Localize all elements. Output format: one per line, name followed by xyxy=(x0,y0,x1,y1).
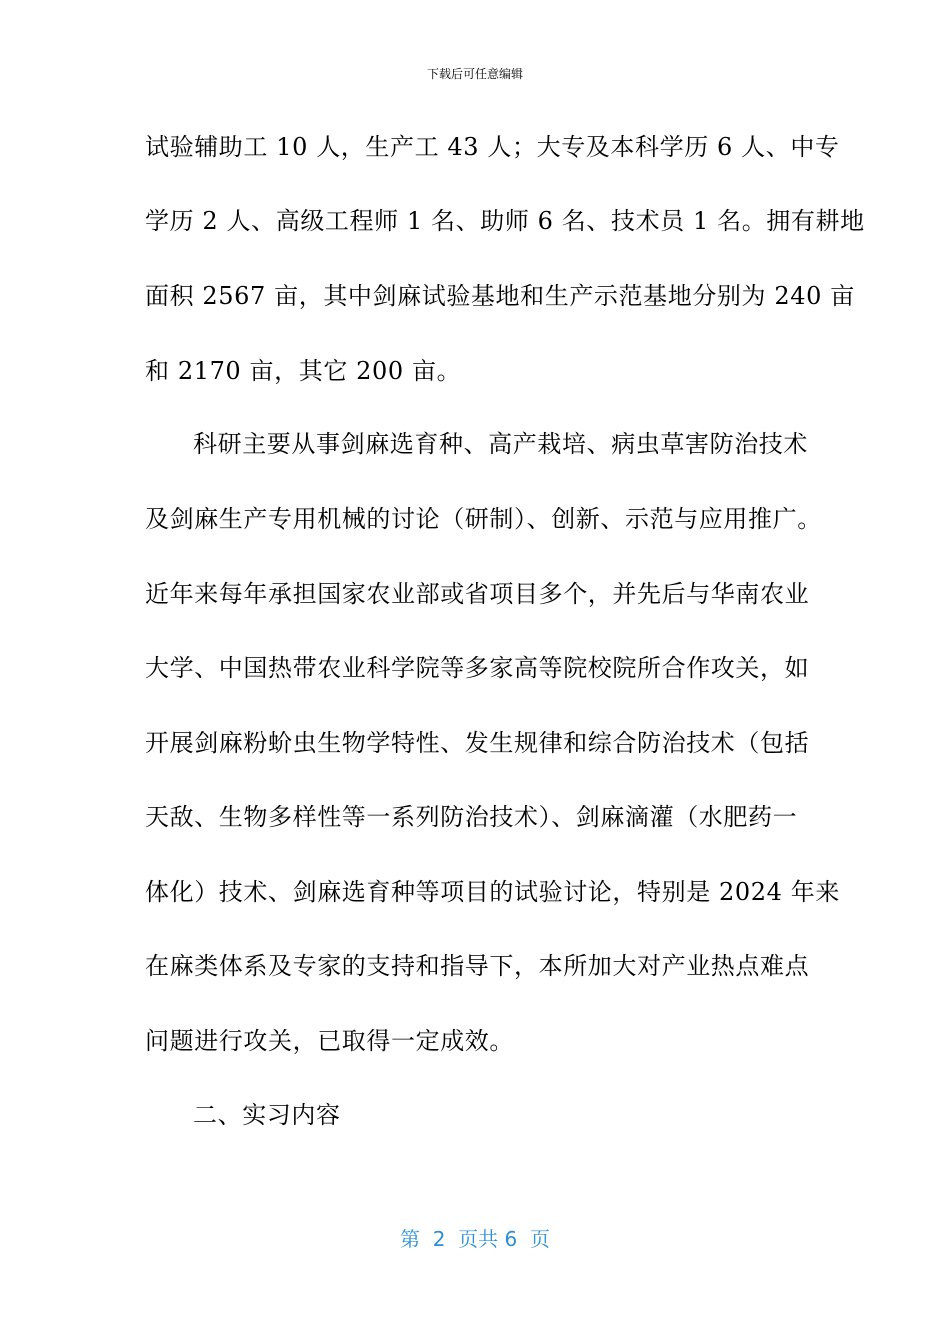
body-line-4: 和 2170 亩，其它 200 亩。 xyxy=(145,357,462,385)
body-line-5: 科研主要从事剑麻选育种、高产栽培、病虫草害防治技术 xyxy=(193,430,808,458)
body-line-8: 大学、中国热带农业科学院等多家高等院校院所合作攻关，如 xyxy=(145,654,810,682)
page-header: 下载后可任意编辑 xyxy=(426,67,523,81)
body-line-13: 问题进行攻关，已取得一定成效。 xyxy=(145,1027,514,1055)
body-line-6: 及剑麻生产专用机械的讨论（研制）、创新、示范与应用推广。 xyxy=(145,505,822,533)
section-heading: 二、实习内容 xyxy=(193,1101,341,1129)
body-line-7: 近年来每年承担国家农业部或省项目多个，并先后与华南农业 xyxy=(145,580,810,608)
body-line-1: 试验辅助工 10 人，生产工 43 人；大专及本科学历 6 人、中专 xyxy=(145,133,840,161)
body-line-12: 在麻类体系及专家的支持和指导下，本所加大对产业热点难点 xyxy=(145,952,810,980)
body-line-2: 学历 2 人、高级工程师 1 名、助师 6 名、技术员 1 名。拥有耕地 xyxy=(145,207,865,235)
body-line-3: 面积 2567 亩，其中剑麻试验基地和生产示范基地分别为 240 亩 xyxy=(145,282,855,310)
body-line-11: 体化）技术、剑麻选育种等项目的试验讨论，特别是 2024 年来 xyxy=(145,878,840,906)
body-line-9: 开展剑麻粉蚧虫生物学特性、发生规律和综合防治技术（包括 xyxy=(145,729,810,757)
page-footer: 第 2 页共 6 页 xyxy=(400,1227,550,1251)
body-line-10: 天敌、生物多样性等一系列防治技术）、剑麻滴灌（水肥药一 xyxy=(145,803,798,831)
